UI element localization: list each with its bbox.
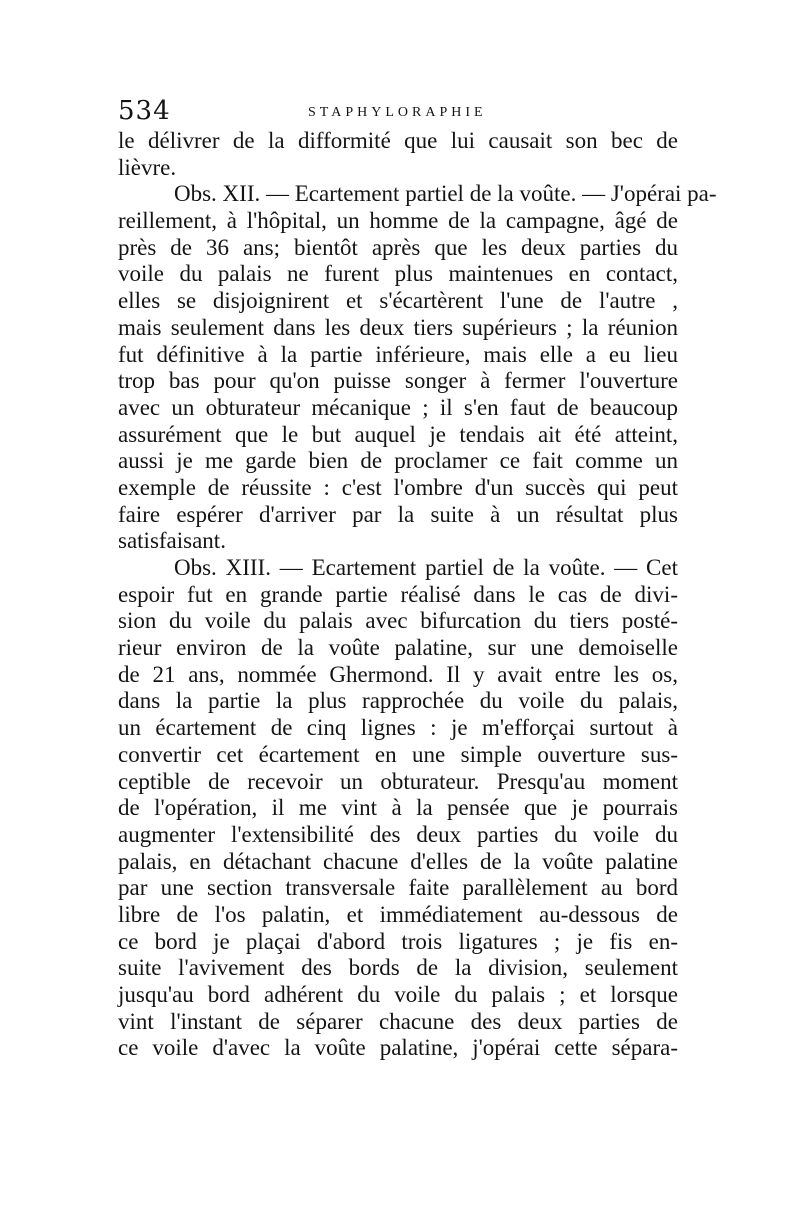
page-number: 534: [118, 96, 171, 126]
text-line: aussi je me garde bien de proclamer ce fait comme un: [118, 448, 678, 474]
text-line: ceptible de recevoir un obturateur. Presqu'au moment: [118, 768, 678, 794]
text-line: faire espérer d'arriver par la suite à un résultat plus: [118, 501, 678, 527]
page-header: [118, 96, 678, 132]
text-line: vint l'instant de séparer chacune des deux parties de: [118, 1008, 678, 1034]
text-line: satisfaisant.: [118, 528, 226, 554]
text-line: convertir cet écartement en une simple ouverture sus-: [118, 741, 678, 767]
text-line: rieur environ de la voûte palatine, sur une demoiselle: [118, 635, 678, 661]
text-line: de 21 ans, nommée Ghermond. Il y avait entre les os,: [118, 661, 678, 687]
text-line: Obs. XII. — Ecartement partiel de la voûte. — J'opérai pa-: [174, 181, 717, 207]
text-line: libre de l'os palatin, et immédiatement au-dessous de: [118, 901, 678, 927]
text-line: augmenter l'extensibilité des deux parties du voile du: [118, 821, 678, 847]
text-line: palais, en détachant chacune d'elles de la voûte palatine: [118, 848, 678, 874]
text-line: ce bord je plaçai d'abord trois ligatures ; je fis en-: [118, 928, 678, 954]
text-line: elles se disjoignirent et s'écartèrent l'une de l'autre ,: [118, 288, 678, 314]
text-line: jusqu'au bord adhérent du voile du palais ; et lorsque: [118, 982, 678, 1007]
text-line: par une section transversale faite parallèlement au bord: [118, 875, 678, 901]
text-line: avec un obturateur mécanique ; il s'en faut de beaucoup: [118, 394, 678, 420]
text-line: espoir fut en grande partie réalisé dans le cas de divi-: [118, 581, 678, 607]
text-line: voile du palais ne furent plus maintenues en contact,: [118, 261, 678, 287]
text-line: sion du voile du palais avec bifurcation du tiers posté-: [118, 608, 678, 634]
text-line: mais seulement dans les deux tiers supérieurs ; la réunion: [118, 314, 678, 340]
text-line: près de 36 ans; bientôt après que les deux parties du: [118, 234, 678, 260]
running-title: STAPHYLORAPHIE: [308, 105, 487, 120]
text-line: fut définitive à la partie inférieure, mais elle a eu lieu: [118, 341, 678, 367]
text-line: ce voile d'avec la voûte palatine, j'opérai cette sépara-: [118, 1035, 678, 1061]
text-line: dans la partie la plus rapprochée du voile du palais,: [118, 688, 678, 714]
text-line: exemple de réussite : c'est l'ombre d'un succès qui peut: [118, 474, 678, 500]
body-text: [118, 128, 717, 1062]
text-line: un écartement de cinq lignes : je m'efforçai surtout à: [118, 715, 678, 741]
text-line: trop bas pour qu'on puisse songer à fermer l'ouverture: [118, 368, 678, 394]
text-line: de l'opération, il me vint à la pensée que je pourrais: [118, 795, 678, 821]
text-line: lièvre.: [118, 154, 177, 180]
text-line: reillement, à l'hôpital, un homme de la campagne, âgé de: [118, 208, 678, 234]
text-line: assurément que le but auquel je tendais ait été atteint,: [118, 421, 678, 447]
text-line: le délivrer de la difformité que lui causait son bec de: [118, 128, 678, 153]
text-line: Obs. XIII. — Ecartement partiel de la voûte. — Cet: [174, 555, 678, 580]
text-line: suite l'avivement des bords de la division, seulement: [118, 955, 678, 981]
